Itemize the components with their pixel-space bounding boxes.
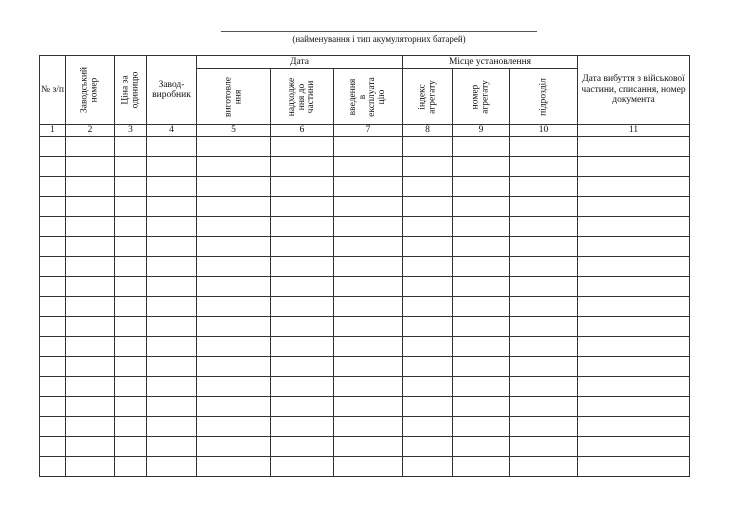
table-cell[interactable] (197, 436, 271, 456)
table-cell[interactable] (510, 376, 578, 396)
table-row (40, 296, 690, 316)
col-header-arrival-date (271, 69, 334, 125)
table-cell[interactable] (578, 156, 690, 176)
table-cell[interactable] (271, 316, 334, 336)
table-cell[interactable] (510, 176, 578, 196)
battery-journal-table (39, 55, 690, 477)
table-cell[interactable] (197, 376, 271, 396)
table-cell[interactable] (510, 136, 578, 156)
table-cell[interactable] (510, 316, 578, 336)
table-cell[interactable] (453, 456, 510, 476)
table-cell[interactable] (271, 436, 334, 456)
col-header-arrival-date-line1: надходже (286, 77, 297, 116)
table-cell[interactable] (403, 316, 453, 336)
table-cell[interactable] (197, 456, 271, 476)
table-cell[interactable] (40, 236, 66, 256)
table-cell[interactable] (578, 136, 690, 156)
table-cell[interactable] (66, 316, 115, 336)
table-cell[interactable] (197, 316, 271, 336)
col-header-manufacture-date-line2: ння (232, 89, 243, 104)
table-cell[interactable] (453, 276, 510, 296)
table-cell[interactable] (453, 196, 510, 216)
table-cell[interactable] (40, 256, 66, 276)
table-cell[interactable] (403, 396, 453, 416)
table-cell[interactable] (115, 256, 147, 276)
table-cell[interactable] (578, 456, 690, 476)
table-cell[interactable] (403, 436, 453, 456)
col-header-price (115, 56, 147, 125)
table-cell[interactable] (197, 216, 271, 236)
table-cell[interactable] (147, 316, 197, 336)
table-cell[interactable] (403, 236, 453, 256)
col-header-unit-index-line2: агрегату (426, 79, 437, 114)
column-number: 1 (40, 125, 66, 137)
table-cell[interactable] (115, 196, 147, 216)
table-cell[interactable] (271, 416, 334, 436)
col-header-manufacturer-line2: виробник (152, 90, 191, 100)
table-cell[interactable] (115, 396, 147, 416)
table-cell[interactable] (453, 216, 510, 236)
table-cell[interactable] (453, 176, 510, 196)
table-cell[interactable] (271, 396, 334, 416)
table-cell[interactable] (578, 256, 690, 276)
table-cell[interactable] (197, 416, 271, 436)
table-cell[interactable] (578, 216, 690, 236)
table-row (40, 256, 690, 276)
table-cell[interactable] (147, 216, 197, 236)
table-cell[interactable] (510, 336, 578, 356)
table-cell[interactable] (147, 336, 197, 356)
col-header-number-label: № з/п (41, 84, 64, 95)
table-cell[interactable] (510, 256, 578, 276)
group-header-date: Дата (197, 56, 403, 69)
table-cell[interactable] (115, 176, 147, 196)
table-cell[interactable] (578, 336, 690, 356)
table-cell[interactable] (510, 356, 578, 376)
col-header-serial-text (81, 67, 100, 113)
table-cell[interactable] (147, 196, 197, 216)
table-cell[interactable] (271, 296, 334, 316)
table-cell[interactable] (510, 436, 578, 456)
table-cell[interactable] (115, 376, 147, 396)
table-cell[interactable] (334, 136, 403, 156)
col-header-serial (66, 56, 115, 125)
table-cell[interactable] (66, 216, 115, 236)
table-row (40, 396, 690, 416)
table-cell[interactable] (510, 276, 578, 296)
table-cell[interactable] (578, 296, 690, 316)
table-cell[interactable] (334, 276, 403, 296)
col-header-arrival-date-line2: ння до (296, 83, 307, 110)
table-row (40, 356, 690, 376)
table-row (40, 216, 690, 236)
table-cell[interactable] (271, 256, 334, 276)
table-cell[interactable] (147, 136, 197, 156)
table-cell[interactable] (147, 296, 197, 316)
table-cell[interactable] (510, 236, 578, 256)
col-header-price-text (121, 72, 140, 109)
table-cell[interactable] (40, 156, 66, 176)
table-cell[interactable] (115, 336, 147, 356)
table-row (40, 376, 690, 396)
table-cell[interactable] (66, 456, 115, 476)
table-cell[interactable] (334, 316, 403, 336)
col-header-departure (578, 56, 690, 125)
table-cell[interactable] (403, 456, 453, 476)
table-cell[interactable] (115, 356, 147, 376)
table-cell[interactable] (271, 276, 334, 296)
table-cell[interactable] (66, 156, 115, 176)
col-header-unit-index-line1: індекс (417, 83, 427, 110)
col-header-subdivision-text (539, 78, 549, 116)
table-cell[interactable] (578, 416, 690, 436)
table-cell[interactable] (147, 416, 197, 436)
table-cell[interactable] (510, 416, 578, 436)
col-header-unit-number-line2: агрегату (480, 79, 490, 114)
col-header-manufacturer-line1: Завод- (158, 79, 185, 90)
table-cell[interactable] (334, 396, 403, 416)
table-cell[interactable] (578, 356, 690, 376)
table-cell[interactable] (197, 396, 271, 416)
table-cell[interactable] (197, 156, 271, 176)
col-header-commissioning-date-line2: в (357, 94, 368, 99)
column-number: 4 (147, 125, 197, 137)
table-cell[interactable] (40, 176, 66, 196)
table-row (40, 336, 690, 356)
table-cell[interactable] (510, 296, 578, 316)
table-cell[interactable] (40, 396, 66, 416)
table-cell[interactable] (40, 336, 66, 356)
col-header-arrival-date-text (288, 77, 317, 116)
table-cell[interactable] (66, 416, 115, 436)
table-cell[interactable] (334, 296, 403, 316)
table-cell[interactable] (453, 156, 510, 176)
table-cell[interactable] (197, 256, 271, 276)
col-header-unit-number-text (472, 80, 491, 114)
table-cell[interactable] (197, 136, 271, 156)
col-header-unit-number-line1: номер (470, 84, 481, 109)
col-header-price-line1: Ціна за (120, 75, 130, 105)
table-cell[interactable] (115, 436, 147, 456)
col-header-subdivision-line1: підрозділ (537, 77, 548, 116)
table-cell[interactable] (271, 356, 334, 376)
table-cell[interactable] (66, 356, 115, 376)
table-cell[interactable] (334, 376, 403, 396)
table-cell[interactable] (40, 316, 66, 336)
table-cell[interactable] (197, 176, 271, 196)
table-cell[interactable] (40, 436, 66, 456)
table-cell[interactable] (453, 336, 510, 356)
table-cell[interactable] (403, 356, 453, 376)
table-cell[interactable] (147, 176, 197, 196)
table-cell[interactable] (453, 316, 510, 336)
col-header-commissioning-date-line4: цію (376, 89, 387, 104)
table-cell[interactable] (197, 236, 271, 256)
column-number: 5 (197, 125, 271, 137)
table-cell[interactable] (271, 176, 334, 196)
table-cell[interactable] (115, 416, 147, 436)
table-cell[interactable] (40, 136, 66, 156)
table-cell[interactable] (66, 176, 115, 196)
table-cell[interactable] (403, 376, 453, 396)
col-header-commissioning-date (334, 69, 403, 125)
col-header-manufacture-date-line1: виготовле (223, 76, 233, 117)
table-row (40, 156, 690, 176)
table-cell[interactable] (403, 136, 453, 156)
table-cell[interactable] (453, 396, 510, 416)
table-cell[interactable] (403, 416, 453, 436)
table-cell[interactable] (453, 436, 510, 456)
table-cell[interactable] (271, 136, 334, 156)
table-cell[interactable] (271, 236, 334, 256)
col-header-arrival-date-line3: частини (305, 80, 316, 113)
column-number: 11 (578, 125, 690, 137)
title-caption: (найменування і тип акумуляторних батарей) (292, 34, 466, 44)
table-cell[interactable] (66, 336, 115, 356)
table-cell[interactable] (271, 196, 334, 216)
table-cell[interactable] (115, 296, 147, 316)
table-cell[interactable] (510, 396, 578, 416)
table-cell[interactable] (578, 176, 690, 196)
table-cell[interactable] (147, 276, 197, 296)
table-cell[interactable] (40, 416, 66, 436)
table-row (40, 416, 690, 436)
table-cell[interactable] (453, 356, 510, 376)
table-cell[interactable] (403, 196, 453, 216)
table-cell[interactable] (147, 356, 197, 376)
column-number: 6 (271, 125, 334, 137)
table-cell[interactable] (578, 196, 690, 216)
table-row (40, 196, 690, 216)
table-cell[interactable] (334, 456, 403, 476)
table-cell[interactable] (66, 276, 115, 296)
table-cell[interactable] (147, 236, 197, 256)
col-header-manufacture-date-text (224, 77, 243, 117)
table-cell[interactable] (403, 296, 453, 316)
col-header-unit-index (403, 69, 453, 125)
table-cell[interactable] (271, 156, 334, 176)
table-row (40, 436, 690, 456)
table-cell[interactable] (453, 256, 510, 276)
table-cell[interactable] (66, 196, 115, 216)
table-cell[interactable] (115, 276, 147, 296)
col-header-subdivision (510, 69, 578, 125)
table-row (40, 316, 690, 336)
table-cell[interactable] (66, 376, 115, 396)
column-number: 9 (453, 125, 510, 137)
table-cell[interactable] (197, 356, 271, 376)
table-cell[interactable] (115, 156, 147, 176)
col-header-manufacture-date (197, 69, 271, 125)
table-cell[interactable] (334, 336, 403, 356)
table-cell[interactable] (115, 236, 147, 256)
column-number-row (40, 125, 690, 137)
table-cell[interactable] (197, 196, 271, 216)
table-cell[interactable] (334, 216, 403, 236)
table-cell[interactable] (40, 456, 66, 476)
table-cell[interactable] (403, 276, 453, 296)
table-cell[interactable] (510, 196, 578, 216)
table-cell[interactable] (453, 136, 510, 156)
table-cell[interactable] (510, 156, 578, 176)
group-header-place: Місце установлення (403, 56, 578, 69)
table-cell[interactable] (334, 416, 403, 436)
table-cell[interactable] (147, 396, 197, 416)
table-cell[interactable] (403, 256, 453, 276)
table-cell[interactable] (66, 436, 115, 456)
col-header-unit-number (453, 69, 510, 125)
table-cell[interactable] (334, 236, 403, 256)
table-cell[interactable] (40, 296, 66, 316)
title-underline (221, 31, 537, 32)
table-cell[interactable] (66, 236, 115, 256)
table-cell[interactable] (334, 256, 403, 276)
table-cell[interactable] (66, 396, 115, 416)
table-body (40, 136, 690, 476)
col-header-serial-line2: номер (89, 77, 99, 103)
table-cell[interactable] (453, 236, 510, 256)
table-row (40, 136, 690, 156)
table-cell[interactable] (66, 256, 115, 276)
col-header-departure-label: Дата вибуття з військової частини, списання, номер документа (581, 74, 686, 106)
table-cell[interactable] (40, 276, 66, 296)
col-header-manufacturer (147, 56, 197, 125)
table-cell[interactable] (40, 196, 66, 216)
table-cell[interactable] (115, 136, 147, 156)
table-cell[interactable] (453, 416, 510, 436)
col-header-number (40, 56, 66, 125)
table-cell[interactable] (334, 436, 403, 456)
table-cell[interactable] (66, 136, 115, 156)
col-header-commissioning-date-line1: введення (348, 78, 358, 115)
table-cell[interactable] (147, 156, 197, 176)
table-cell[interactable] (197, 336, 271, 356)
column-number: 10 (510, 125, 578, 137)
table-cell[interactable] (578, 436, 690, 456)
table-cell[interactable] (271, 456, 334, 476)
table-cell[interactable] (147, 456, 197, 476)
table-row (40, 456, 690, 476)
table-cell[interactable] (66, 296, 115, 316)
table-cell[interactable] (578, 276, 690, 296)
table-cell[interactable] (115, 316, 147, 336)
col-header-unit-index-text (418, 80, 437, 114)
table-cell[interactable] (40, 376, 66, 396)
table-cell[interactable] (578, 376, 690, 396)
table-cell[interactable] (271, 376, 334, 396)
table-row (40, 236, 690, 256)
table-cell[interactable] (40, 216, 66, 236)
column-number: 3 (115, 125, 147, 137)
table-cell[interactable] (334, 356, 403, 376)
table-cell[interactable] (147, 436, 197, 456)
table-cell[interactable] (271, 336, 334, 356)
table-cell[interactable] (334, 196, 403, 216)
table-cell[interactable] (197, 296, 271, 316)
table-cell[interactable] (403, 216, 453, 236)
table-cell[interactable] (403, 156, 453, 176)
column-number: 2 (66, 125, 115, 137)
column-number: 8 (403, 125, 453, 137)
table-cell[interactable] (197, 276, 271, 296)
table-cell[interactable] (334, 156, 403, 176)
table-row (40, 176, 690, 196)
table-cell[interactable] (115, 456, 147, 476)
table-cell[interactable] (578, 396, 690, 416)
col-header-commissioning-date-line3: експлуата (367, 76, 377, 117)
col-header-price-line2: одиницю (129, 71, 140, 109)
table-cell[interactable] (403, 336, 453, 356)
table-cell[interactable] (147, 256, 197, 276)
table-cell[interactable] (510, 216, 578, 236)
col-header-commissioning-date-text (349, 77, 387, 117)
table-cell[interactable] (147, 376, 197, 396)
table-cell[interactable] (403, 176, 453, 196)
table-row (40, 276, 690, 296)
table-cell[interactable] (271, 216, 334, 236)
table-cell[interactable] (578, 316, 690, 336)
table-cell[interactable] (40, 356, 66, 376)
table-cell[interactable] (334, 176, 403, 196)
table-cell[interactable] (453, 296, 510, 316)
table-cell[interactable] (510, 456, 578, 476)
col-header-serial-line1: Заводський (79, 66, 90, 114)
column-number: 7 (334, 125, 403, 137)
table-cell[interactable] (453, 376, 510, 396)
table-cell[interactable] (578, 236, 690, 256)
table-cell[interactable] (115, 216, 147, 236)
